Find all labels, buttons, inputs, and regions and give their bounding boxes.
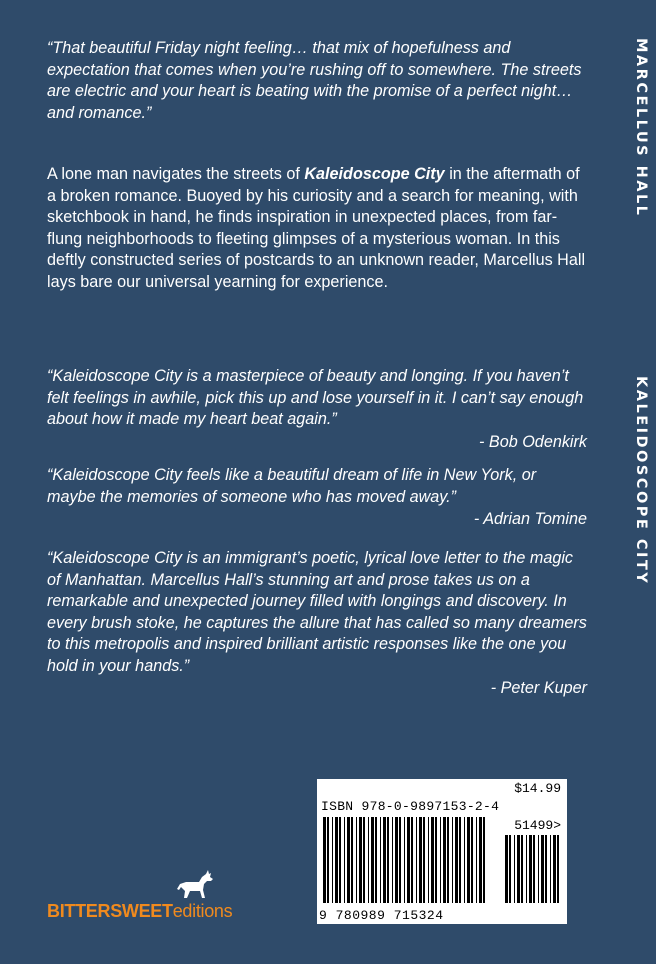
barcode-bar (467, 817, 470, 903)
barcode-bar (327, 817, 329, 903)
isbn-barcode (317, 779, 567, 924)
barcode-bar (431, 817, 434, 903)
barcode-digits: 9 780989 715324 (319, 908, 444, 923)
review-text: “Kaleidoscope City feels like a beautiful dream of life in New York, or maybe the memories of someone who has moved away.” (47, 466, 537, 506)
barcode-bar (526, 835, 527, 903)
barcode-bar (545, 835, 547, 903)
barcode-bar (533, 835, 535, 903)
barcode-bar (557, 835, 559, 903)
barcode-bar (471, 817, 473, 903)
barcode-bar (423, 817, 425, 903)
barcode-bar (509, 835, 511, 903)
barcode-isbn: ISBN 978-0-9897153-2-4 (321, 799, 500, 814)
blurb-rest: in the aftermath of a broken romance. Buoyed by his curiosity and a search for meaning, with sketchbook in hand, he finds inspiration in unexpected places, from far-flung neighborhoods to fleeting glimpses of a mysterious woman. In this deftly constructed series of postcards to an unknown reader, Marcellus Hall lays bare our universal yearning for experience. (47, 165, 586, 291)
barcode-bar (440, 817, 441, 903)
barcode-bar (529, 835, 532, 903)
review-author: - Adrian Tomine (473, 510, 587, 528)
barcode-bar (392, 817, 393, 903)
review-text: “Kaleidoscope City is an immigrant’s poetic, lyrical love letter to the magic of Manhattan. Marcellus Hall’s stunning art and prose takes us on a remarkable and unexpected journey filled with longings and discovery. In every brush stoke, he captures the allure that has called so many dreamers to this metropolis and inspired brilliant artistic responses like the one you hold in your hands.” (47, 549, 587, 675)
barcode-bar (359, 817, 362, 903)
barcode-bar (517, 835, 520, 903)
review-odenkirk (47, 366, 587, 453)
spine-author: MARCELLUS HALL (633, 38, 649, 218)
barcode-bar (395, 817, 398, 903)
intro-quote: “That beautiful Friday night feeling… that mix of hopefulness and expectation that comes when you’re rushing off to somewhere. The streets are electric and your heart is beating with the promise of a perfect night…and romance.” (47, 39, 582, 122)
barcode-bar (407, 817, 410, 903)
barcode-bar (447, 817, 449, 903)
barcode-bar (479, 817, 482, 903)
barcode-addon-code: 51499> (514, 818, 561, 833)
blurb-start: A lone man navigates the streets of (47, 165, 305, 183)
dog-icon (175, 870, 215, 900)
barcode-bars-addon (503, 835, 563, 905)
barcode-bar (347, 817, 350, 903)
barcode-price: $14.99 (514, 781, 561, 796)
publisher-logo (47, 870, 267, 925)
barcode-bar (514, 835, 515, 903)
barcode-bar (399, 817, 401, 903)
barcode-bar (339, 817, 341, 903)
barcode-bar (411, 817, 413, 903)
review-author: - Peter Kuper (490, 679, 587, 697)
barcode-bar (538, 835, 539, 903)
barcode-bar (452, 817, 453, 903)
barcode-bar (351, 817, 353, 903)
review-text: “Kaleidoscope City is a masterpiece of beauty and longing. If you haven’t felt feelings in awhile, pick this up and lose yourself in it. I can’t say enough about how it made my heart beat again.” (47, 367, 584, 428)
review-kuper (47, 548, 587, 700)
barcode-bar (541, 835, 544, 903)
barcode-bar (332, 817, 333, 903)
barcode-bar (419, 817, 422, 903)
barcode-bar (459, 817, 461, 903)
review-tomine (47, 465, 587, 531)
blurb-book-title: Kaleidoscope City (304, 165, 445, 183)
barcode-bar (363, 817, 365, 903)
barcode-bar (387, 817, 389, 903)
barcode-bar (476, 817, 477, 903)
barcode-bar (368, 817, 369, 903)
barcode-bar (371, 817, 374, 903)
barcode-bar (435, 817, 437, 903)
barcode-bar (464, 817, 465, 903)
barcode-bar (455, 817, 458, 903)
barcode-bar (521, 835, 523, 903)
publisher-name-part1: BITTERSWEET (47, 901, 173, 921)
barcode-bars-main (321, 817, 491, 905)
barcode-bar (483, 817, 485, 903)
barcode-bar (383, 817, 386, 903)
review-author: - Bob Odenkirk (479, 432, 587, 451)
spine-title: KALEIDOSCOPE CITY (633, 376, 649, 586)
barcode-bar (550, 835, 551, 903)
barcode-bar (356, 817, 357, 903)
barcode-bar (553, 835, 556, 903)
barcode-bar (344, 817, 345, 903)
barcode-bar (380, 817, 381, 903)
barcode-bar (505, 835, 508, 903)
barcode-bar (428, 817, 429, 903)
barcode-bar (323, 817, 326, 903)
blurb-paragraph (47, 164, 587, 293)
barcode-bar (443, 817, 446, 903)
barcode-bar (375, 817, 377, 903)
barcode-bar (335, 817, 338, 903)
publisher-name-part2: editions (172, 901, 233, 921)
publisher-name (47, 901, 232, 922)
barcode-bar (416, 817, 417, 903)
barcode-bar (404, 817, 405, 903)
